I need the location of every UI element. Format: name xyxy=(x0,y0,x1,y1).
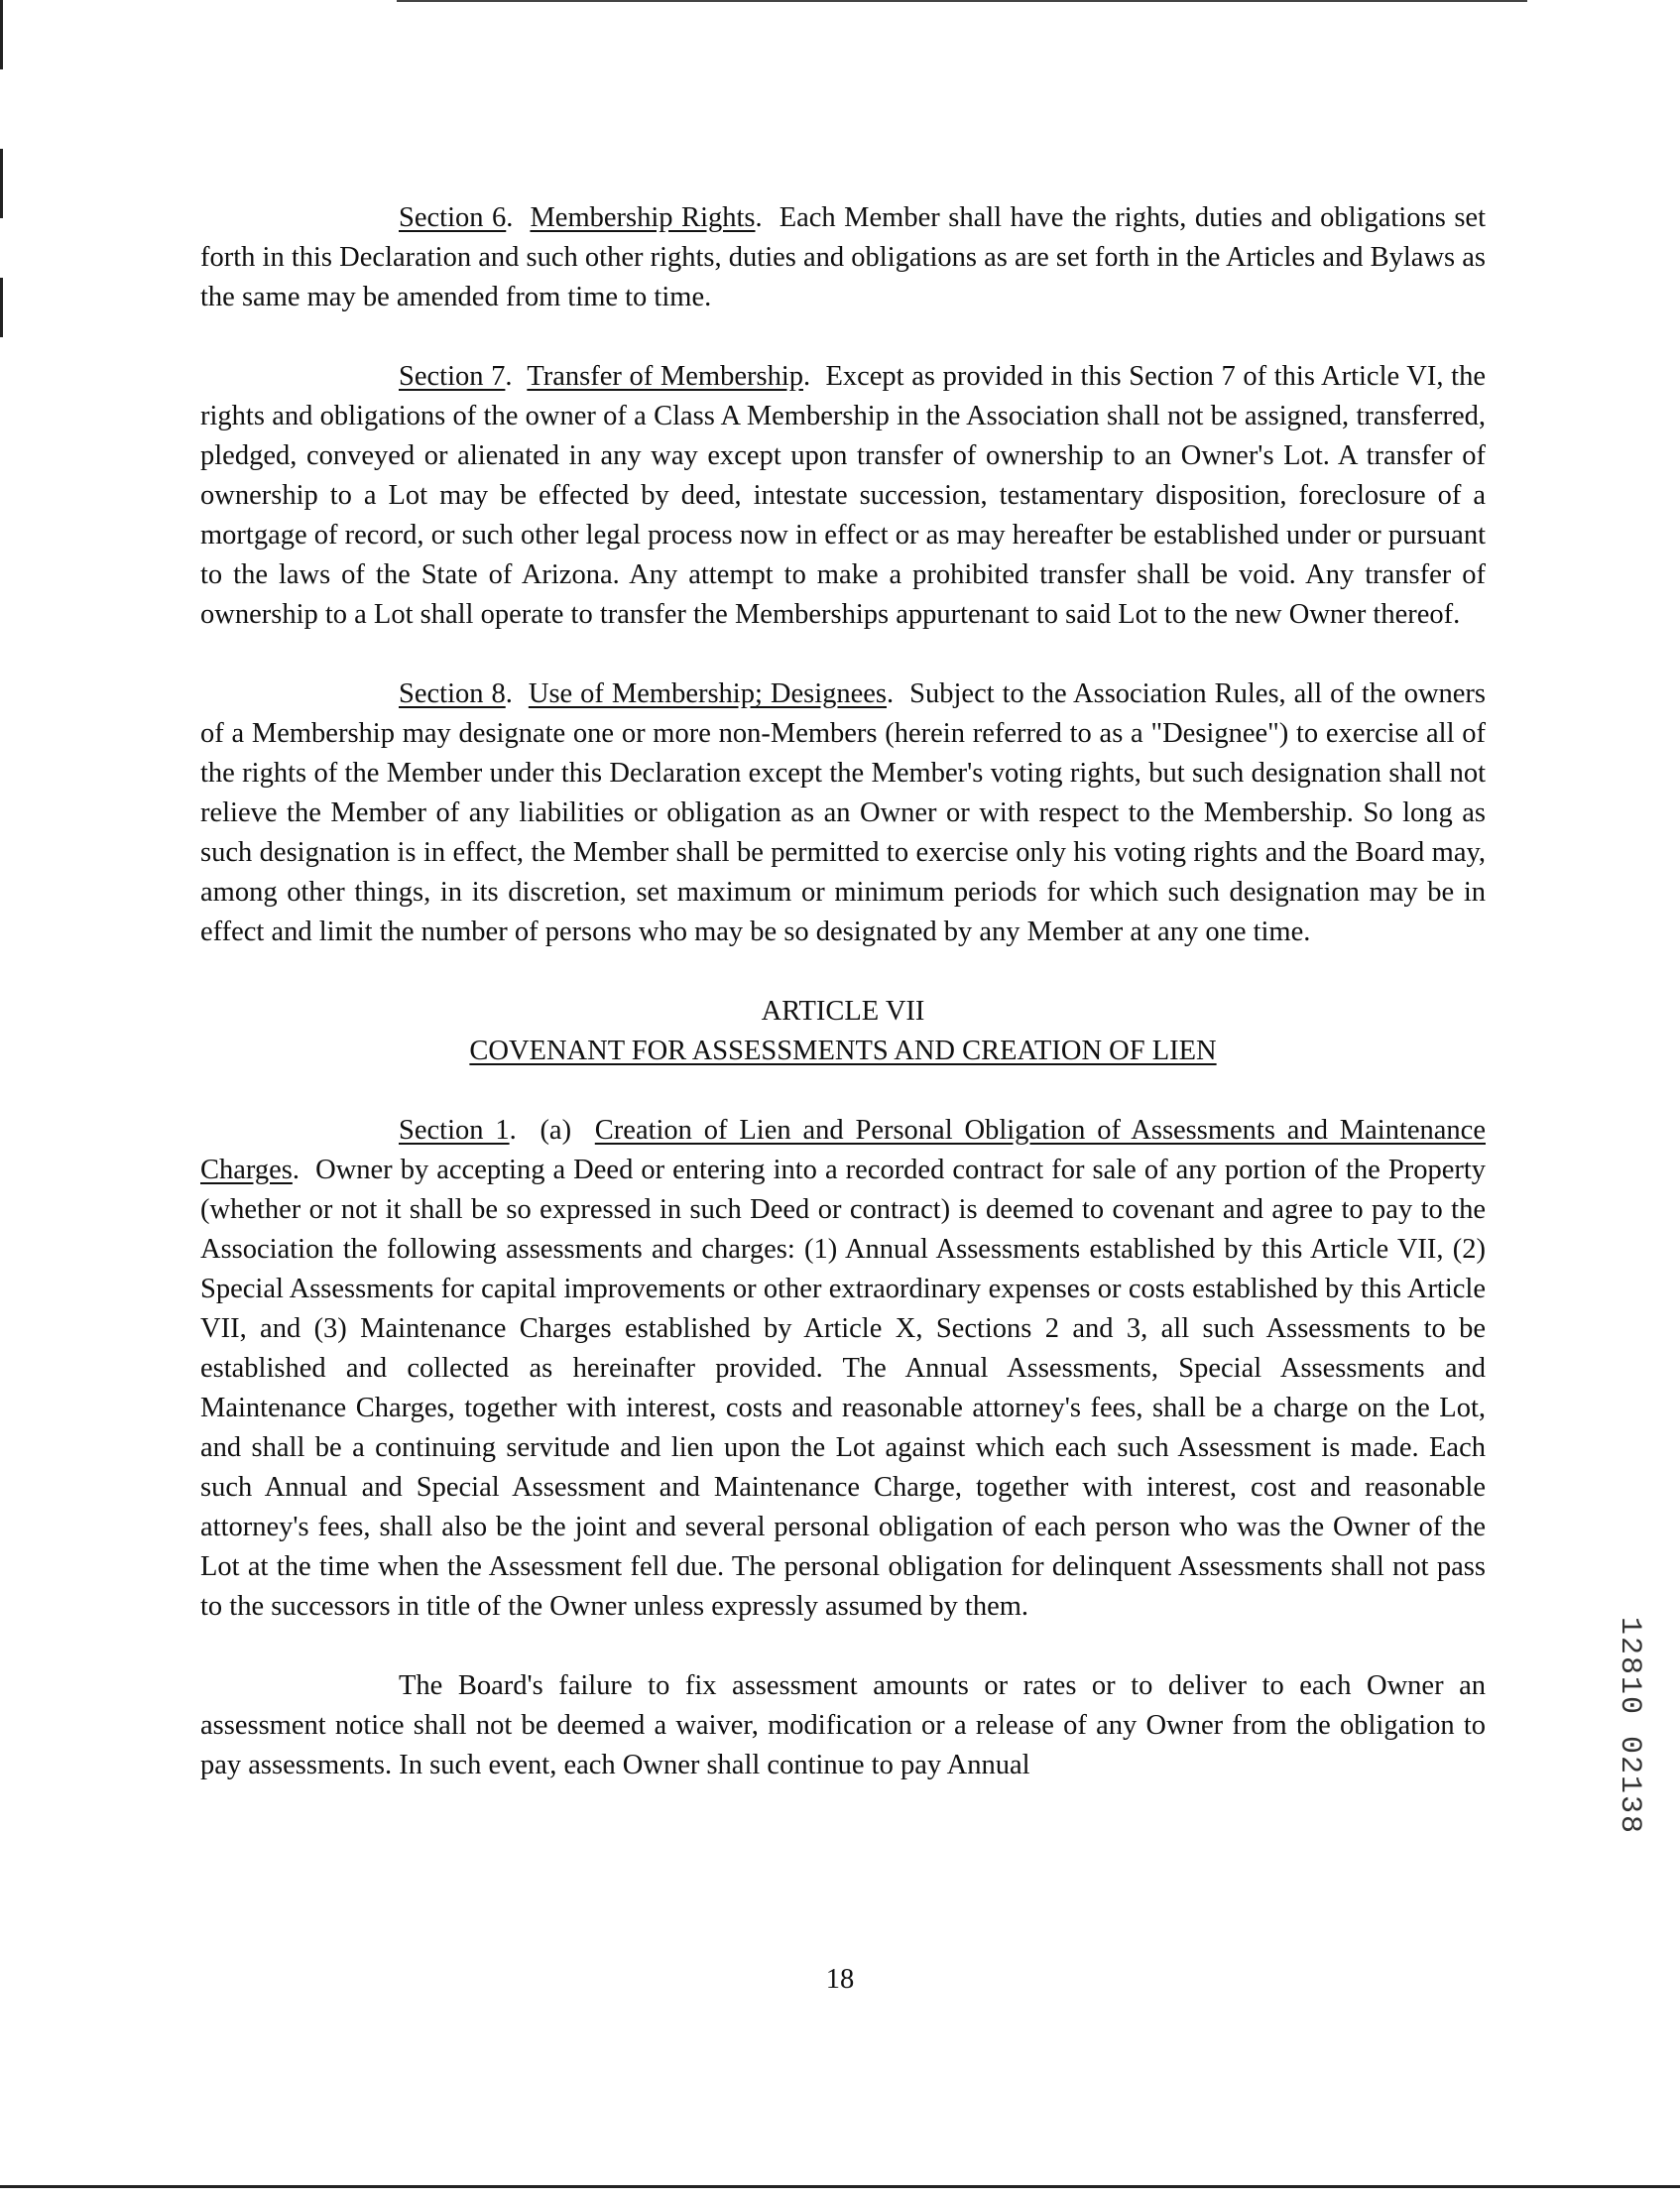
article-7-section-1-body: Owner by accepting a Deed or entering into a recorded contract for sale of any portion of the Property (whether or not it shall be so expressed in such Deed or contract) is deemed to covenant and agree to pay to the Association the following assessments and charges: (1) Annual Assessments established by this Article VII, (2) Special Assessments for capital improvements or other extraordinary expenses or costs established by this Article VII, and (3) Maintenance Charges established by Article X, Sections 2 and 3, all such Assessments to be established and collected as hereinafter provided. The Annual Assessments, Special Assessments and Maintenance Charges, together with interest, costs and reasonable attorney's fees, shall be a charge on the Lot, and shall be a continuing servitude and lien upon the Lot against which each such Assessment is made. Each such Annual and Special Assessment and Maintenance Charge, together with interest, cost and reasonable attorney's fees, shall also be the joint and several personal obligation of each person who was the Owner of the Lot at the time when the Assessment fell due. The personal obligation for delinquent Assessments shall not pass to the successors in title of the Owner unless expressly assumed by them. xyxy=(200,1155,1486,1622)
board-failure-body: The Board's failure to fix assessment amounts or rates or to deliver to each Owner an assessment notice shall not be deemed a waiver, modification or a release of any Owner from the obligation to pay assessments. In such event, each Owner shall continue to pay Annual xyxy=(200,1670,1486,1780)
section-6-title: Membership Rights xyxy=(530,202,756,233)
section-7-body: Except as provided in this Section 7 of this Article VI, the rights and obligations of the owner of a Class A Membership in the Association shall not be assigned, transferred, pledged, conveyed or alienated in any way except upon transfer of ownership to an Owner's Lot. A transfer of ownership to a Lot may be effected by deed, intestate succession, testamentary disposition, foreclosure of a mortgage of record, or such other legal process now in effect or as may hereafter be established under or pursuant to the laws of the State of Arizona. Any attempt to make a prohibited transfer shall be void. Any transfer of ownership to a Lot shall operate to transfer the Memberships appurtenant to said Lot to the new Owner thereof. xyxy=(200,361,1486,630)
section-6-label: Section 6 xyxy=(399,202,507,233)
section-8-title: Use of Membership; Designees xyxy=(528,678,888,709)
recording-stamp-text: 12810 02138 xyxy=(1613,1616,1646,1836)
left-scan-mark xyxy=(0,278,3,337)
left-scan-mark xyxy=(0,0,3,69)
article-7-section-1-title: Creation of Lien and Personal Obligation of Assessments and Maintenance Charges xyxy=(200,1115,1486,1185)
section-8-label: Section 8 xyxy=(399,678,506,709)
section-8-paragraph: Section 8. Use of Membership; Designees. Subject to the Association Rules, all of the owners of a Membership may designate one or more non-Members (herein referred to as a "Designee") to exercise all of the rights of the Member under this Declaration except the Member's voting rights, but such designation shall not relieve the Member of any liabilities or obligation as an Owner or with respect to the Membership. So long as such designation is in effect, the Member shall be permitted to exercise only his voting rights and the Board may, among other things, in its discretion, set maximum or minimum periods for which such designation may be in effect and limit the number of persons who may be so designated by any Member at any one time. xyxy=(200,678,1487,947)
article-7-section-1-label: Section 1 xyxy=(399,1115,510,1146)
board-failure-paragraph xyxy=(200,1666,1486,1785)
section-8-body: Subject to the Association Rules, all of the owners of a Membership may designate one or more non-Members (herein referred to as a "Designee") to exercise all of the rights of the Member under this Declaration except the Member's voting rights, but such designation shall not relieve the Member of any liabilities or obligation as an Owner or with respect to the Membership. So long as such designation is in effect, the Member shall be permitted to exercise only his voting rights and the Board may, among other things, in its discretion, set maximum or minimum periods for which such designation may be in effect and limit the number of persons who may be so designated by any Member at any one time. xyxy=(200,678,1487,947)
section-7-paragraph: Section 7. Transfer of Membership. Except as provided in this Section 7 of this Article VI, the rights and obligations of the owner of a Class A Membership in the Association shall not be assigned, transferred, pledged, conveyed or alienated in any way except upon transfer of ownership to an Owner's Lot. A transfer of ownership to a Lot may be effected by deed, intestate succession, testamentary disposition, foreclosure of a mortgage of record, or such other legal process now in effect or as may hereafter be established under or pursuant to the laws of the State of Arizona. Any attempt to make a prohibited transfer shall be void. Any transfer of ownership to a Lot shall operate to transfer the Memberships appurtenant to said Lot to the new Owner thereof. xyxy=(200,361,1486,630)
article-number: ARTICLE VII xyxy=(761,996,925,1027)
recording-stamp xyxy=(1607,1587,1652,1865)
document-body xyxy=(200,198,1486,1785)
article-heading xyxy=(200,992,1486,1071)
left-scan-mark xyxy=(0,149,3,218)
section-7-title: Transfer of Membership xyxy=(527,361,803,392)
section-6-paragraph: Section 6. Membership Rights. Each Member shall have the rights, duties and obligations set forth in this Declaration and such other rights, duties and obligations as are set forth in the Articles and Bylaws as the same may be amended from time to time. xyxy=(200,202,1487,312)
section-7-label: Section 7 xyxy=(399,361,506,392)
article-title: COVENANT FOR ASSESSMENTS AND CREATION OF LIEN xyxy=(469,1036,1217,1066)
article-7-section-1-sub: (a) xyxy=(540,1115,572,1146)
section-6-body: Each Member shall have the rights, duties and obligations set forth in this Declaration and such other rights, duties and obligations as are set forth in the Articles and Bylaws as the same may be amended from time to time. xyxy=(200,202,1487,312)
article-7-section-1-paragraph: Section 1. (a) Creation of Lien and Personal Obligation of Assessments and Maintenance Charges. Owner by accepting a Deed or entering into a recorded contract for sale of any portion of the Property (whether or not it shall be so expressed in such Deed or contract) is deemed to covenant and agree to pay to the Association the following assessments and charges: (1) Annual Assessments established by this Article VII, (2) Special Assessments for capital improvements or other extraordinary expenses or costs established by this Article VII, and (3) Maintenance Charges established by Article X, Sections 2 and 3, all such Assessments to be established and collected as hereinafter provided. The Annual Assessments, Special Assessments and Maintenance Charges, together with interest, costs and reasonable attorney's fees, shall be a charge on the Lot, and shall be a continuing servitude and lien upon the Lot against which each such Assessment is made. Each such Annual and Special Assessment and Maintenance Charge, together with interest, cost and reasonable attorney's fees, shall also be the joint and several personal obligation of each person who was the Owner of the Lot at the time when the Assessment fell due. The personal obligation for delinquent Assessments shall not pass to the successors in title of the Owner unless expressly assumed by them. xyxy=(200,1115,1486,1622)
page-number: 18 xyxy=(825,1964,855,1995)
top-scan-rule xyxy=(397,0,1527,2)
bottom-scan-rule xyxy=(0,2185,1680,2188)
